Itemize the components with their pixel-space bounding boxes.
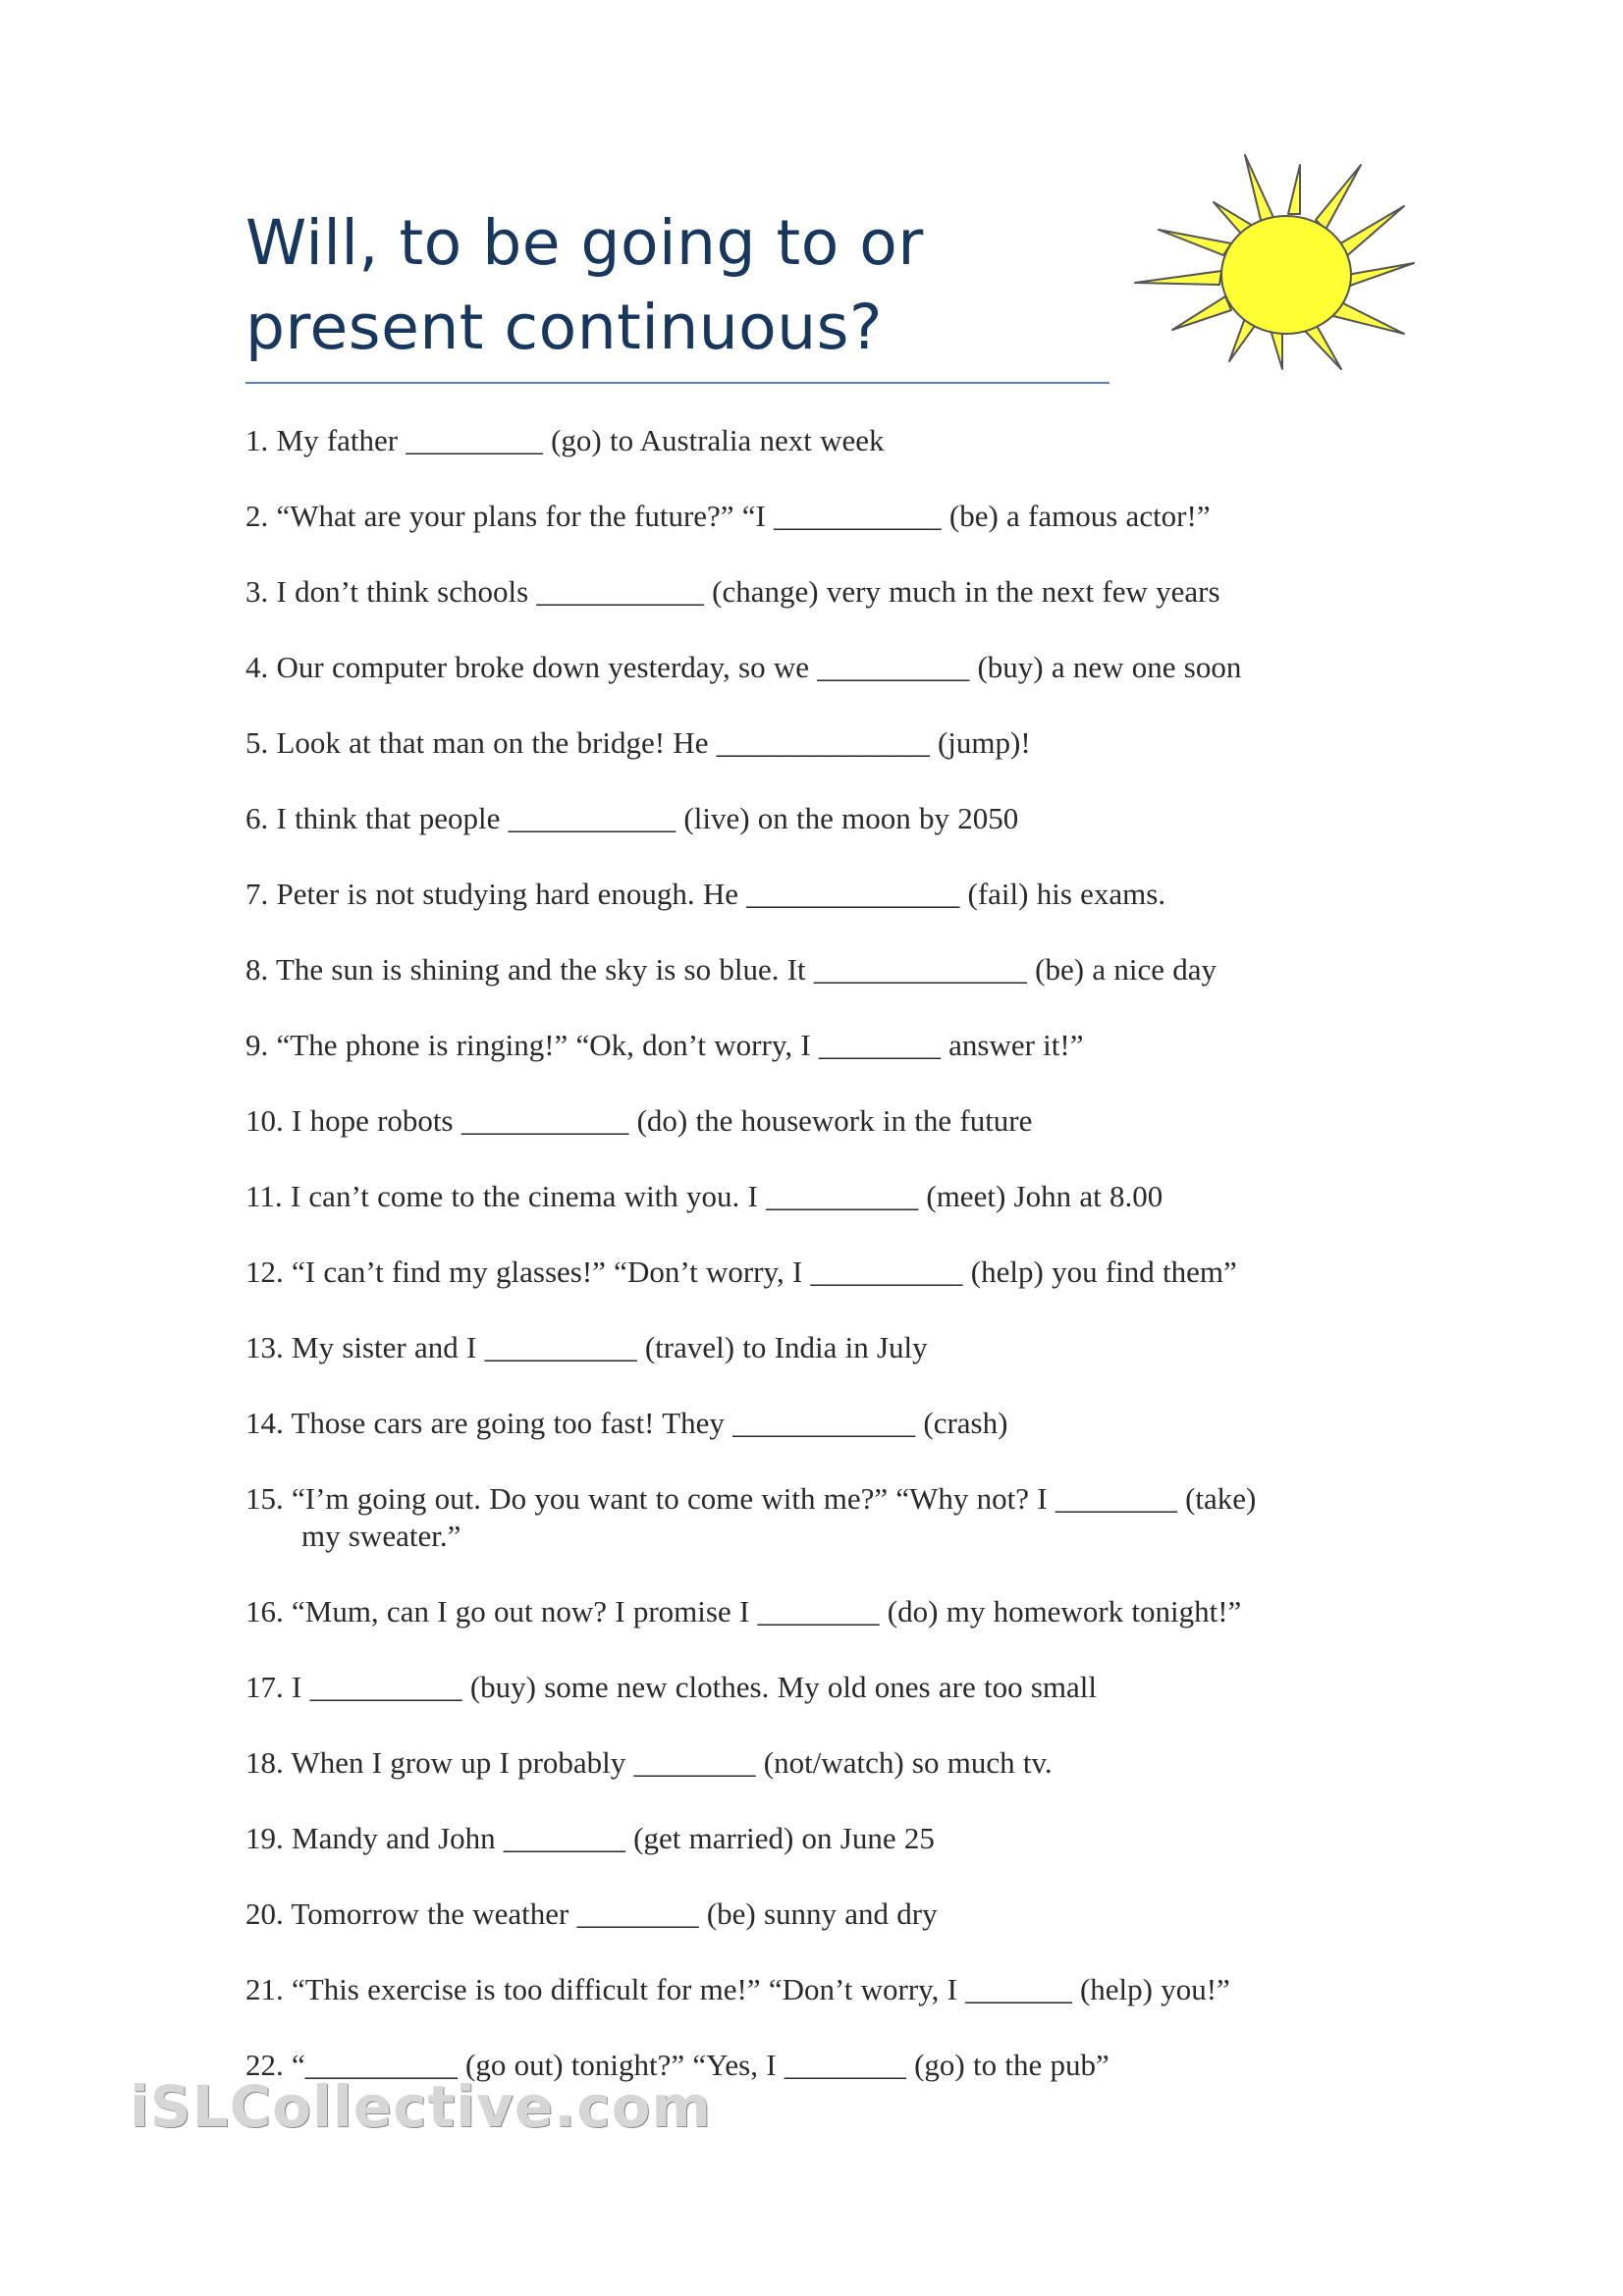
question-9: 9. “The phone is ringing!” “Ok, don’t worry, I ________ answer it!” — [245, 1028, 1084, 1062]
question-13: 13. My sister and I __________ (travel) to India in July — [245, 1330, 928, 1364]
question-20: 20. Tomorrow the weather ________ (be) sunny and dry — [245, 1896, 938, 1931]
question-22: 22. “__________ (go out) tonight?” “Yes, I ________ (go) to the pub” — [245, 2048, 1109, 2082]
question-18: 18. When I grow up I probably ________ (not/watch) so much tv. — [245, 1745, 1053, 1780]
title-line-1: Will, to be going to or — [245, 207, 924, 279]
title-underline — [245, 382, 1109, 384]
question-8: 8. The sun is shining and the sky is so blue. It ______________ (be) a nice day — [245, 952, 1217, 987]
question-11: 11. I can’t come to the cinema with you. I __________ (meet) John at 8.00 — [245, 1179, 1163, 1213]
question-15 — [245, 1480, 1375, 1593]
question-6: 6. I think that people ___________ (live) on the moon by 2050 — [245, 801, 1019, 835]
question-10: 10. I hope robots ___________ (do) the housework in the future — [245, 1103, 1033, 1138]
question-5: 5. Look at that man on the bridge! He ______________ (jump)! — [245, 725, 1031, 760]
question-19: 19. Mandy and John ________ (get married) on June 25 — [245, 1821, 935, 1855]
question-14: 14. Those cars are going too fast! They ____________ (crash) — [245, 1406, 1008, 1440]
question-15-continuation: my sweater.” — [301, 1519, 461, 1553]
question-21: 21. “This exercise is too difficult for me!” “Don’t worry, I _______ (help) you!” — [245, 1972, 1230, 2006]
question-12: 12. “I can’t find my glasses!” “Don’t worry, I __________ (help) you find them” — [245, 1255, 1237, 1289]
question-2: 2. “What are your plans for the future?” “I ___________ (be) a famous actor!” — [245, 499, 1211, 533]
question-16: 16. “Mum, can I go out now? I promise I ________ (do) my homework tonight!” — [245, 1594, 1242, 1629]
sun-illustration — [1119, 137, 1434, 373]
watermark-logo: iSLCollective.com — [130, 2073, 712, 2140]
question-7: 7. Peter is not studying hard enough. He ______________ (fail) his exams. — [245, 877, 1166, 911]
question-1: 1. My father _________ (go) to Australia next week — [245, 423, 885, 457]
question-list — [245, 422, 1375, 2122]
question-15-text: 15. “I’m going out. Do you want to come with me?” “Why not? I ________ (take) — [245, 1481, 1257, 1516]
worksheet-title — [245, 201, 1129, 370]
question-17: 17. I __________ (buy) some new clothes. My old ones are too small — [245, 1670, 1097, 1704]
title-line-2: present continuous? — [245, 292, 883, 363]
question-4: 4. Our computer broke down yesterday, so we __________ (buy) a new one soon — [245, 650, 1242, 684]
question-3: 3. I don’t think schools ___________ (change) very much in the next few years — [245, 574, 1220, 609]
